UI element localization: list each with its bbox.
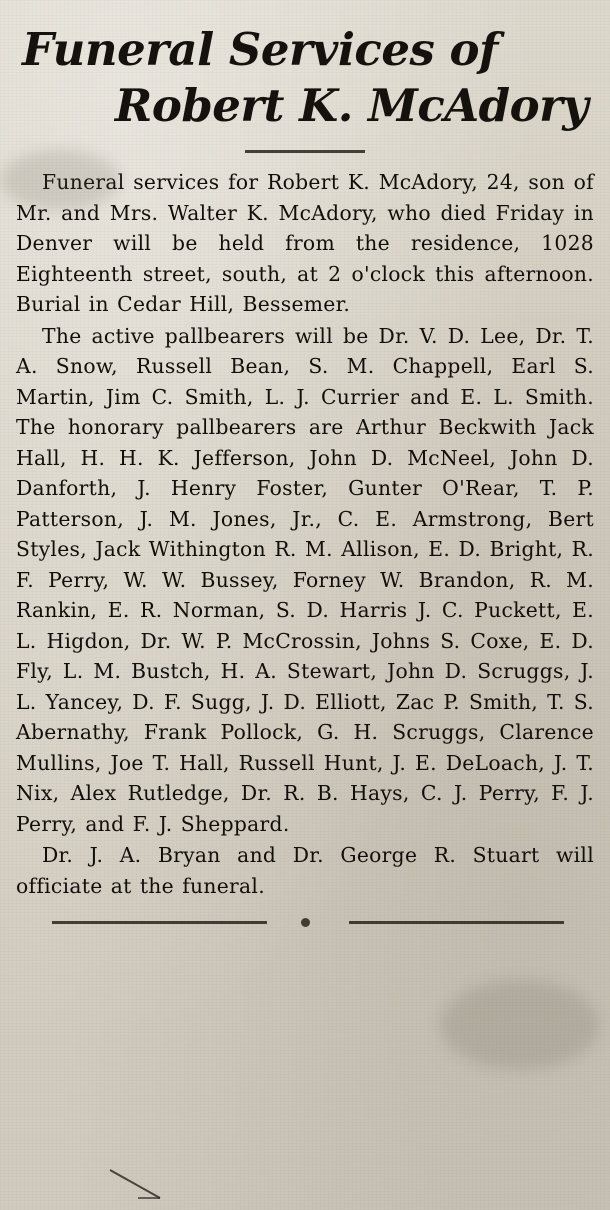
article-paragraph: The active pallbearers will be Dr. V. D. Lee, Dr. T. A. Snow, Russell Bean, S. M. Chappell, Earl S. Martin, Jim C. Smith, L. J. Currier and E. L. Smith. The honorary pallbearers are Arthur Beckwith Jack Hall, H. H. K. Jefferson, John D. McNeel, John D. Danforth, J. Henry Foster, Gunter O'Rear, T. P. Patterson, J. M. Jones, Jr., C. E. Armstrong, Bert Styles, Jack Withington R. M. Allison, E. D. Bright, R. F. Perry, W. W. Bussey, Forney W. Brandon, R. M. Rankin, E. R. Norman, S. D. Harris J. C. Puckett, E. L. Higdon, Dr. W. P. McCrossin, Johns S. Coxe, E. D. Fly, L. M. Bustch, H. A. Stewart, John D. Scruggs, J. L. Yancey, D. F. Sugg, J. D. Elliott, Zac P. Smith, T. S. Abernathy, Frank Pollock, G. H. Scruggs, Clarence Mullins, Joe T. Hall, Russell Hunt, J. E. DeLoach, J. T. Nix, Alex Rutledge, Dr. R. B. Hays, C. J. Perry, F. J. Perry, and F. J. Sheppard. bbox=[16, 323, 594, 836]
footer-rule-right-segment bbox=[349, 921, 564, 924]
headline-line-2: Robert K. McAdory bbox=[114, 79, 588, 132]
article-paragraph: Funeral services for Robert K. McAdory, 24, son of Mr. and Mrs. Walter K. McAdory, who died Friday in Denver will be held from the residence, 1028 Eighteenth street, south, at 2 o'clock this afternoon. Burial in Cedar Hill, Bessemer. bbox=[16, 170, 594, 316]
article-body bbox=[16, 167, 594, 901]
pen-stroke-mark bbox=[108, 1168, 168, 1202]
headline-divider-rule bbox=[245, 150, 365, 153]
headline-line-1: Funeral Services of bbox=[22, 23, 498, 76]
footer-divider-rule bbox=[16, 915, 594, 929]
article-paragraph: Dr. J. A. Bryan and Dr. George R. Stuart will officiate at the funeral. bbox=[16, 843, 594, 898]
paper-smudge bbox=[440, 980, 600, 1070]
article-headline bbox=[16, 24, 594, 132]
footer-rule-left-segment bbox=[52, 921, 267, 924]
footer-rule-center-dot bbox=[301, 918, 310, 927]
